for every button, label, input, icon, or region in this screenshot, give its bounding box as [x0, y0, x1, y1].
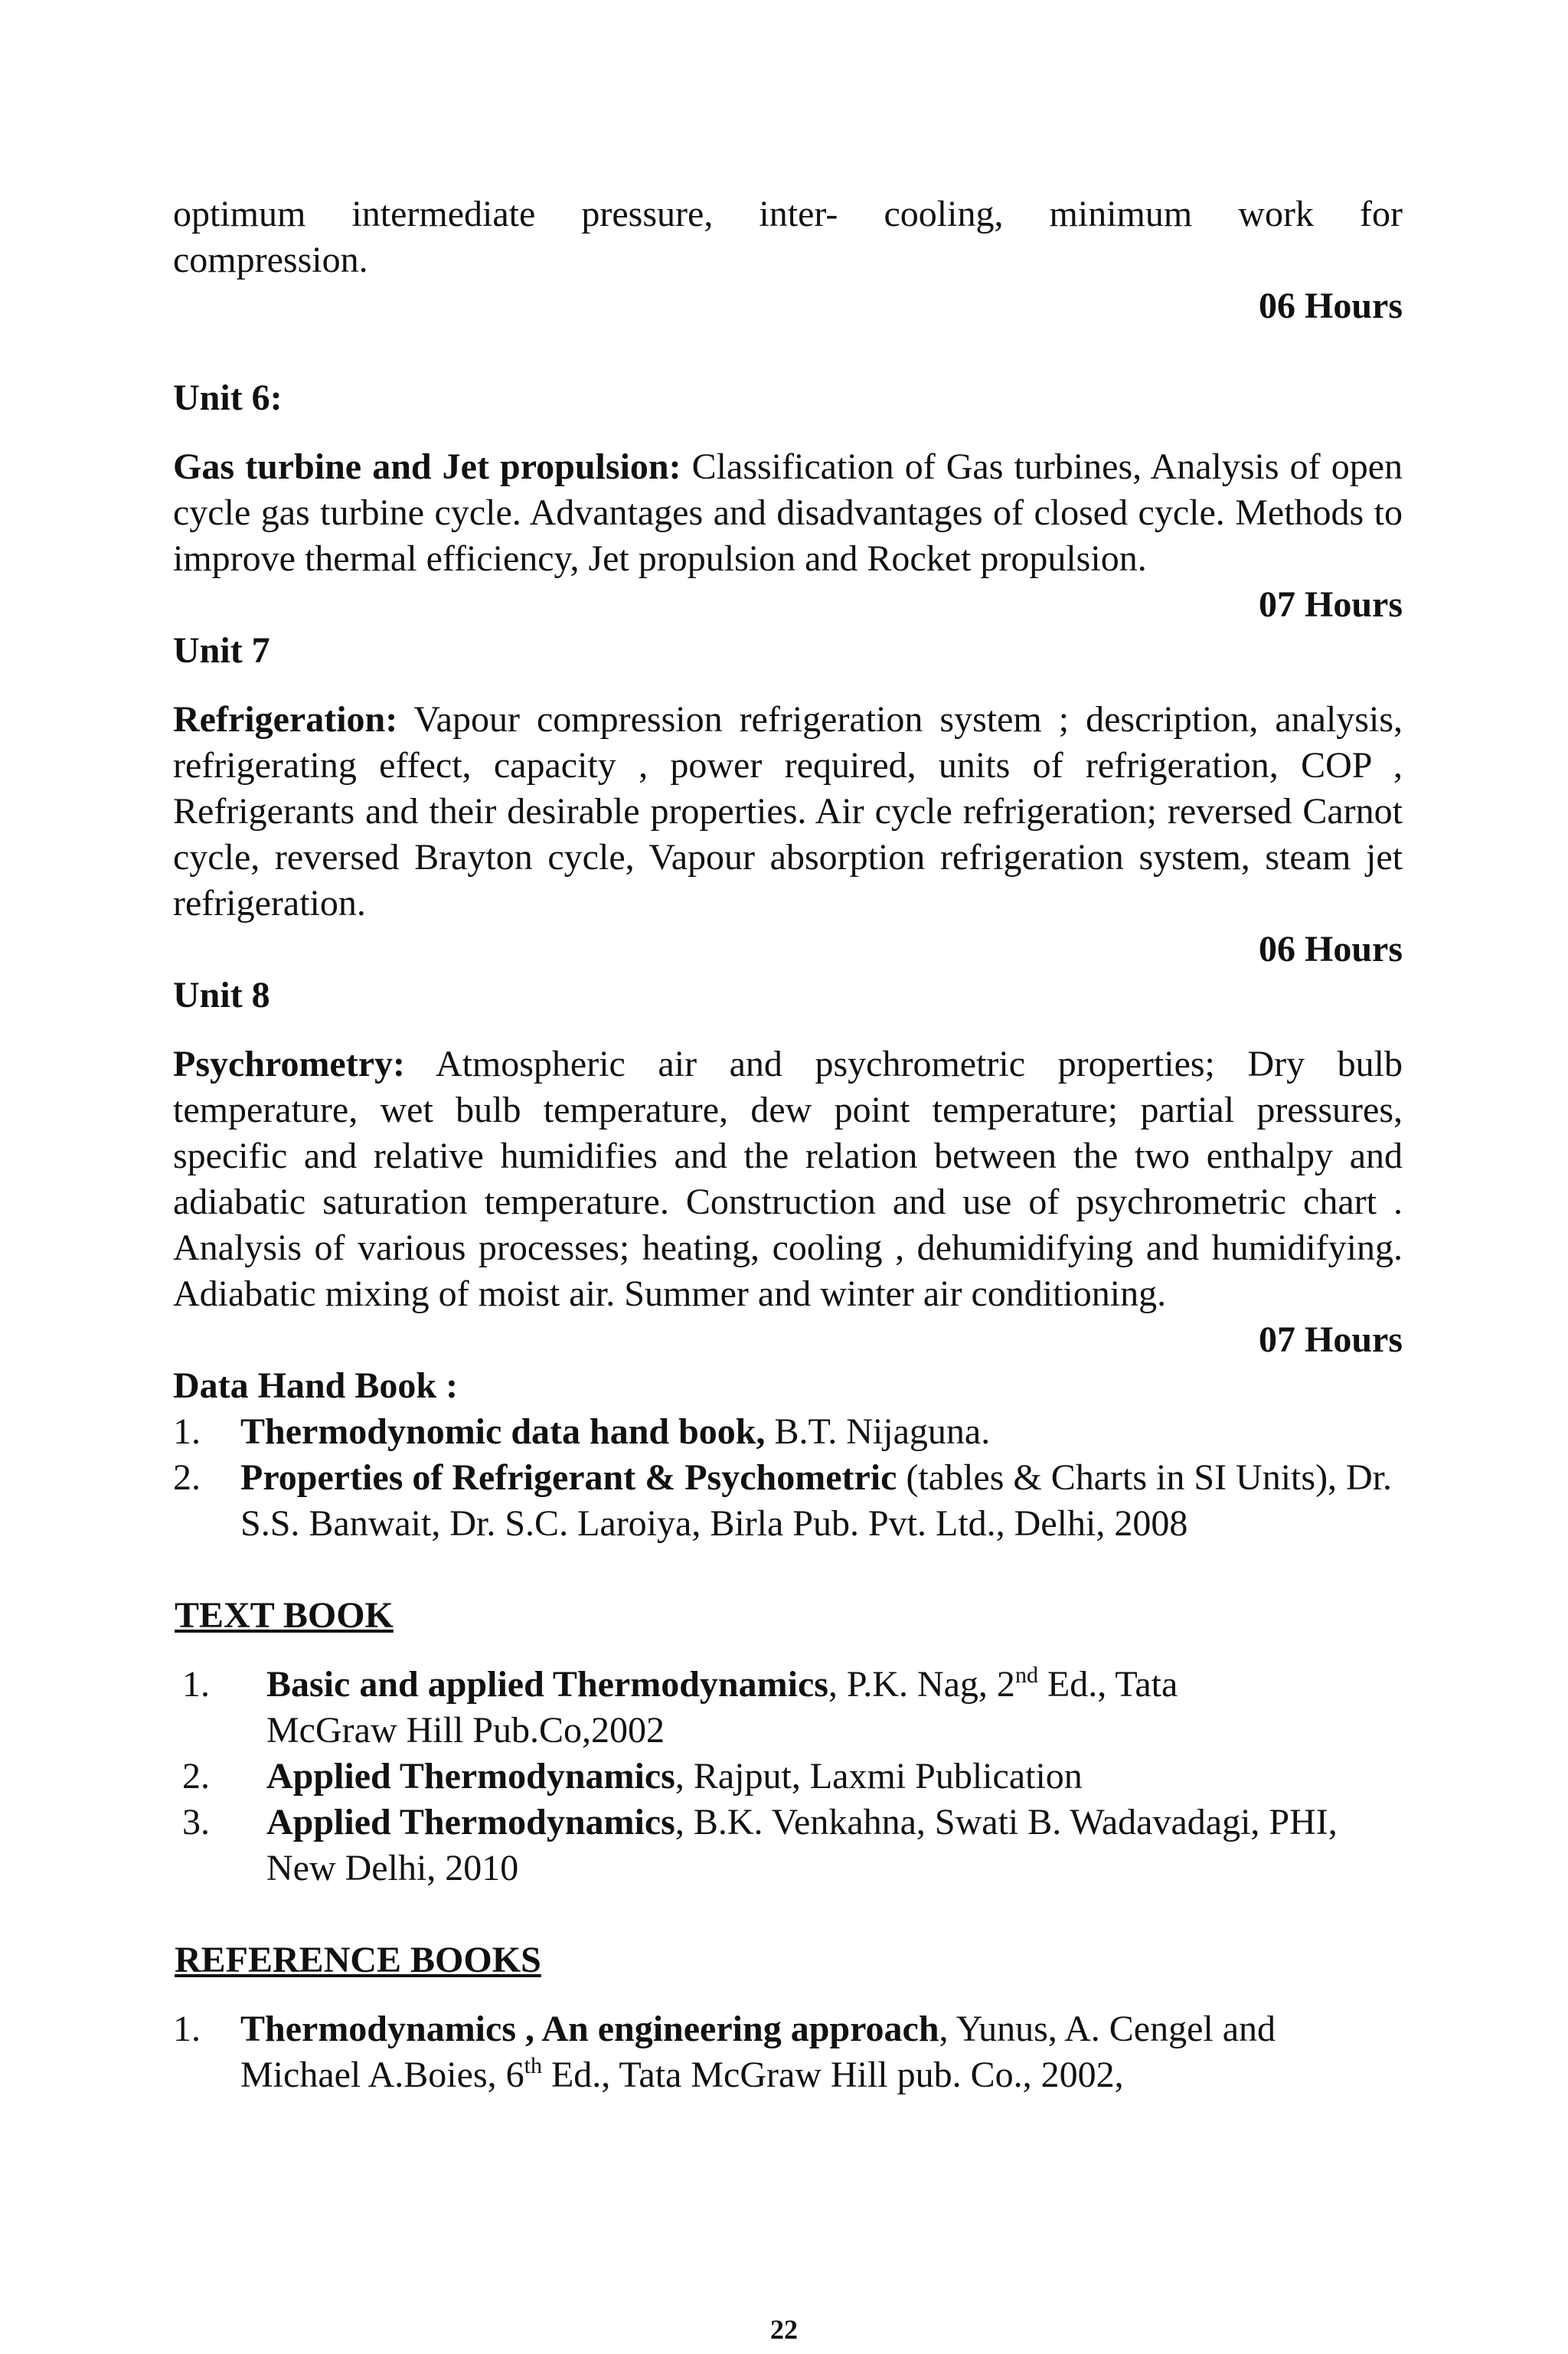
- book-details: , Rajput, Laxmi Publication: [675, 1756, 1083, 1797]
- unit8-hours: 07 Hours: [1258, 1319, 1403, 1360]
- book-details: , B.K. Venkahna, Swati B. Wadavadagi, PHI, New Delhi, 2010: [266, 1802, 1338, 1888]
- book-title: Thermodynomic data hand book,: [240, 1411, 766, 1452]
- unit7-description: [173, 697, 1403, 927]
- reference-books-list: [173, 2006, 1403, 2098]
- book-details-cont: Ed., Tata McGraw Hill pub. Co., 2002,: [541, 2055, 1124, 2095]
- list-item-number: 1.: [173, 2009, 201, 2049]
- unit5-continuation-line2: compression.: [173, 240, 368, 280]
- unit5-hours: 06 Hours: [1258, 286, 1403, 326]
- book-details-cont: Ed., Tata McGraw Hill Pub.Co,2002: [266, 1664, 1178, 1751]
- data-hand-book-list: [173, 1409, 1403, 1547]
- book-details: (tables & Charts in SI Units), Dr. S.S. Banwait, Dr. S.C. Laroiya, Birla Pub. Pvt. Ltd., Delhi, 2008: [240, 1457, 1393, 1544]
- list-item-number: 2.: [182, 1756, 210, 1797]
- list-item: [173, 1754, 1403, 1800]
- list-item-number: 1.: [173, 1411, 201, 1452]
- unit7-hours: 06 Hours: [1258, 929, 1403, 969]
- list-item-text: [240, 1409, 1403, 1455]
- document-page: [173, 191, 1403, 2098]
- list-item: [173, 1662, 1403, 1754]
- list-item: [173, 1409, 1403, 1455]
- list-item-number: 2.: [173, 1457, 201, 1498]
- unit6-body: Classification of Gas turbines, Analysis of open cycle gas turbine cycle. Advantages and disadvantages of closed cycle. Methods to improve thermal efficiency, Jet propulsion and Rocket propulsion.: [173, 446, 1403, 579]
- unit6-title: Gas turbine and Jet propulsion:: [173, 446, 681, 487]
- page-number: 22: [770, 2314, 798, 2345]
- list-item: [173, 2006, 1403, 2098]
- reference-books-heading: REFERENCE BOOKS: [175, 1940, 541, 1980]
- unit8-title: Psychrometry:: [173, 1044, 405, 1084]
- book-details: , P.K. Nag, 2: [828, 1664, 1015, 1705]
- data-hand-book-heading: Data Hand Book :: [173, 1365, 459, 1406]
- book-title: Properties of Refrigerant & Psychometric: [240, 1457, 897, 1498]
- edition-superscript: nd: [1014, 1663, 1038, 1688]
- unit7-heading: Unit 7: [173, 630, 270, 671]
- list-item-text: [240, 1455, 1403, 1547]
- text-book-heading: TEXT BOOK: [175, 1595, 394, 1636]
- list-item-text: [266, 1662, 1403, 1754]
- book-details: B.T. Nijaguna.: [765, 1411, 991, 1452]
- unit8-heading: Unit 8: [173, 975, 270, 1015]
- list-item-number: 1.: [182, 1664, 210, 1705]
- book-title: Basic and applied Thermodynamics: [266, 1664, 828, 1705]
- list-item-text: [266, 1754, 1403, 1800]
- unit8-body: Atmospheric air and psychrometric properties; Dry bulb temperature, wet bulb temperature, dew point temperature; partial pressures, specific and relative humidifies and the relation between the two enthalpy and adiabatic saturation temperature. Construction and use of psychrometric chart . Analysis of various processes; heating, cooling , dehumidifying and humidifying. Adiabatic mixing of moist air. Summer and winter air conditioning.: [173, 1044, 1403, 1314]
- book-title: Thermodynamics , An engineering approach: [240, 2009, 939, 2049]
- unit6-description: [173, 444, 1403, 582]
- unit7-body: Vapour compression refrigeration system ; description, analysis, refrigerating effect, capacity , power required, units of refrigeration, COP , Refrigerants and their desirable properties. Air cycle refrigeration; reversed Carnot cycle, reversed Brayton cycle, Vapour absorption refrigeration system, steam jet refrigeration.: [173, 699, 1403, 924]
- list-item: [173, 1800, 1403, 1891]
- list-item-text: [266, 1800, 1403, 1891]
- unit7-title: Refrigeration:: [173, 699, 398, 740]
- list-item-number: 3.: [182, 1802, 210, 1842]
- unit8-description: [173, 1041, 1403, 1317]
- edition-superscript: th: [524, 2053, 542, 2078]
- list-item-text: [240, 2006, 1403, 2098]
- book-details: , Yunus, A. Cengel and Michael A.Boies, 6: [240, 2009, 1276, 2095]
- book-title: Applied Thermodynamics: [266, 1756, 675, 1797]
- list-item: [173, 1455, 1403, 1547]
- unit6-hours: 07 Hours: [1258, 584, 1403, 625]
- unit5-continuation-line1: optimum intermediate pressure, inter- cooling, minimum work for: [173, 194, 1403, 234]
- book-title: Applied Thermodynamics: [266, 1802, 675, 1842]
- unit6-heading: Unit 6:: [173, 378, 283, 418]
- text-book-list: [173, 1662, 1403, 1891]
